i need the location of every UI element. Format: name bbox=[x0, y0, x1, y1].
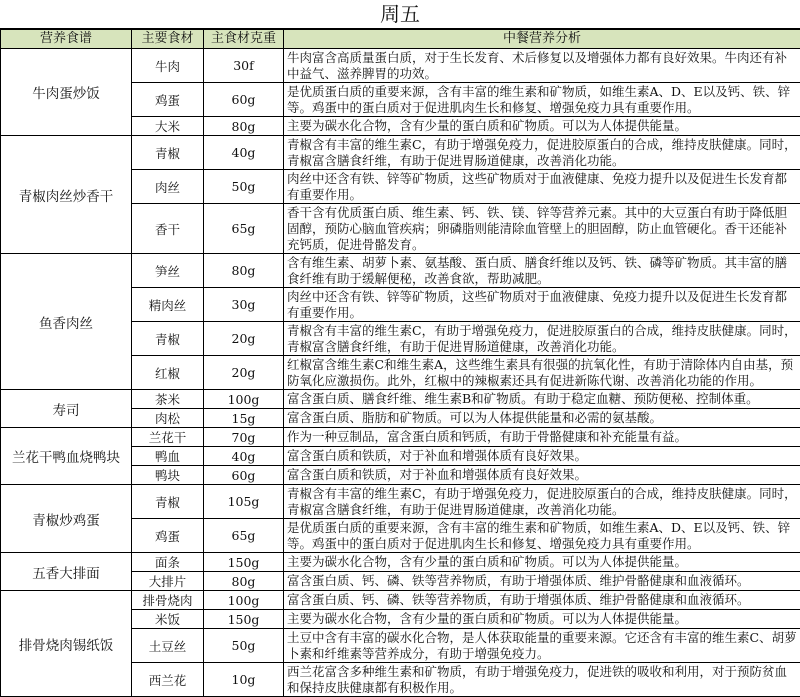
dish-name: 牛肉蛋炒饭 bbox=[1, 49, 132, 136]
weight-cell: 50g bbox=[204, 629, 284, 663]
weight-cell: 60g bbox=[204, 466, 284, 485]
analysis-cell: 富含蛋白质和铁质，对于补血和增强体质有良好效果。 bbox=[284, 466, 800, 485]
weight-cell: 105g bbox=[204, 485, 284, 519]
analysis-cell: 西兰花富含多种维生素和矿物质，有助于增强免疫力，促进铁的吸收和利用，对于预防贫血和保持皮肤健康都有积极作用。 bbox=[284, 663, 800, 697]
header-dish: 营养食谱 bbox=[1, 30, 132, 49]
weight-cell: 150g bbox=[204, 553, 284, 572]
dish-name: 鱼香肉丝 bbox=[1, 254, 132, 390]
weight-cell: 80g bbox=[204, 117, 284, 136]
ingredient-cell: 肉松 bbox=[132, 409, 204, 428]
table-row bbox=[1, 553, 800, 572]
nutrition-table bbox=[0, 29, 800, 697]
analysis-cell: 肉丝中还含有铁、锌等矿物质，这些矿物质对于血液健康、免疫力提升以及促进生长发育都有重要作用。 bbox=[284, 288, 800, 322]
dish-name: 寿司 bbox=[1, 390, 132, 428]
weight-cell: 20g bbox=[204, 322, 284, 356]
ingredient-cell: 青椒 bbox=[132, 485, 204, 519]
weight-cell: 70g bbox=[204, 428, 284, 447]
ingredient-cell: 兰花干 bbox=[132, 428, 204, 447]
analysis-cell: 肉丝中还含有铁、锌等矿物质，这些矿物质对于血液健康、免疫力提升以及促进生长发育都有重要作用。 bbox=[284, 170, 800, 204]
weight-cell: 65g bbox=[204, 519, 284, 553]
analysis-cell: 富含蛋白质、脂肪和矿物质。可以为人体提供能量和必需的氨基酸。 bbox=[284, 409, 800, 428]
ingredient-cell: 笋丝 bbox=[132, 254, 204, 288]
ingredient-cell: 精肉丝 bbox=[132, 288, 204, 322]
header-analysis: 中餐营养分析 bbox=[284, 30, 800, 49]
ingredient-cell: 红椒 bbox=[132, 356, 204, 390]
ingredient-cell: 大米 bbox=[132, 117, 204, 136]
table-row bbox=[1, 49, 800, 83]
weight-cell: 80g bbox=[204, 254, 284, 288]
table-header-row bbox=[1, 30, 800, 49]
header-ingredient: 主要食材 bbox=[132, 30, 204, 49]
analysis-cell: 是优质蛋白质的重要来源，含有丰富的维生素和矿物质，如维生素A、D、E以及钙、铁、锌等。鸡蛋中的蛋白质对于促进肌肉生长和修复、增强免疫力具有重要作用。 bbox=[284, 83, 800, 117]
ingredient-cell: 鸡蛋 bbox=[132, 519, 204, 553]
weight-cell: 100g bbox=[204, 591, 284, 610]
analysis-cell: 牛肉富含高质量蛋白质，对于生长发育、术后修复以及增强体力都有良好效果。牛肉还有补中益气、滋养脾胃的功效。 bbox=[284, 49, 800, 83]
table-row bbox=[1, 428, 800, 447]
weight-cell: 30g bbox=[204, 288, 284, 322]
analysis-cell: 土豆中含有丰富的碳水化合物，是人体获取能量的重要来源。它还含有丰富的维生素C、胡萝卜素和纤维素等营养成分，有助于增强免疫力。 bbox=[284, 629, 800, 663]
ingredient-cell: 西兰花 bbox=[132, 663, 204, 697]
dish-name: 五香大排面 bbox=[1, 553, 132, 591]
ingredient-cell: 土豆丝 bbox=[132, 629, 204, 663]
analysis-cell: 青椒含有丰富的维生素C，有助于增强免疫力，促进胶原蛋白的合成，维持皮肤健康。同时，青椒富含膳食纤维，有助于促进胃肠道健康，改善消化功能。 bbox=[284, 136, 800, 170]
ingredient-cell: 青椒 bbox=[132, 322, 204, 356]
analysis-cell: 含有维生素、胡萝卜素、氨基酸、蛋白质、膳食纤维以及钙、铁、磷等矿物质。其丰富的膳食纤维有助于缓解便秘，改善食欲，帮助减肥。 bbox=[284, 254, 800, 288]
weight-cell: 10g bbox=[204, 663, 284, 697]
ingredient-cell: 米饭 bbox=[132, 610, 204, 629]
ingredient-cell: 面条 bbox=[132, 553, 204, 572]
ingredient-cell: 茶米 bbox=[132, 390, 204, 409]
analysis-cell: 青椒含有丰富的维生素C，有助于增强免疫力，促进胶原蛋白的合成，维持皮肤健康。同时，青椒富含膳食纤维，有助于促进胃肠道健康，改善消化功能。 bbox=[284, 485, 800, 519]
table-row bbox=[1, 591, 800, 610]
ingredient-cell: 香干 bbox=[132, 204, 204, 254]
ingredient-cell: 排骨烧肉 bbox=[132, 591, 204, 610]
ingredient-cell: 鸭块 bbox=[132, 466, 204, 485]
weight-cell: 65g bbox=[204, 204, 284, 254]
table-body bbox=[1, 49, 800, 697]
dish-name: 青椒肉丝炒香干 bbox=[1, 136, 132, 254]
analysis-cell: 富含蛋白质、膳食纤维、维生素B和矿物质。有助于稳定血糖、预防便秘、控制体重。 bbox=[284, 390, 800, 409]
analysis-cell: 青椒含有丰富的维生素C，有助于增强免疫力，促进胶原蛋白的合成，维持皮肤健康。同时，青椒富含膳食纤维，有助于促进胃肠道健康，改善消化功能。 bbox=[284, 322, 800, 356]
table-row bbox=[1, 390, 800, 409]
analysis-cell: 香干含有优质蛋白质、维生素、钙、铁、镁、锌等营养元素。其中的大豆蛋白有助于降低胆固醇，预防心脑血管疾病；卵磷脂则能清除血管壁上的胆固醇，防止血管硬化。香干还能补充钙质，促进骨骼发育。 bbox=[284, 204, 800, 254]
table-row bbox=[1, 136, 800, 170]
weight-cell: 40g bbox=[204, 447, 284, 466]
header-weight: 主食材克重 bbox=[204, 30, 284, 49]
ingredient-cell: 大排片 bbox=[132, 572, 204, 591]
dish-name: 青椒炒鸡蛋 bbox=[1, 485, 132, 553]
analysis-cell: 是优质蛋白质的重要来源，含有丰富的维生素和矿物质，如维生素A、D、E以及钙、铁、锌等。鸡蛋中的蛋白质对于促进肌肉生长和修复、增强免疫力具有重要作用。 bbox=[284, 519, 800, 553]
weight-cell: 50g bbox=[204, 170, 284, 204]
weight-cell: 30f bbox=[204, 49, 284, 83]
weight-cell: 60g bbox=[204, 83, 284, 117]
ingredient-cell: 青椒 bbox=[132, 136, 204, 170]
analysis-cell: 主要为碳水化合物，含有少量的蛋白质和矿物质。可以为人体提供能量。 bbox=[284, 553, 800, 572]
analysis-cell: 主要为碳水化合物，含有少量的蛋白质和矿物质。可以为人体提供能量。 bbox=[284, 610, 800, 629]
weight-cell: 150g bbox=[204, 610, 284, 629]
analysis-cell: 富含蛋白质、钙、磷、铁等营养物质，有助于增强体质、维护骨骼健康和血液循环。 bbox=[284, 591, 800, 610]
analysis-cell: 红椒富含维生素C和维生素A，这些维生素具有很强的抗氧化性，有助于清除体内自由基，预防氧化应激损伤。此外，红椒中的辣椒素还具有促进新陈代谢、改善消化功能的作用。 bbox=[284, 356, 800, 390]
analysis-cell: 富含蛋白质、钙、磷、铁等营养物质，有助于增强体质、维护骨骼健康和血液循环。 bbox=[284, 572, 800, 591]
analysis-cell: 主要为碳水化合物，含有少量的蛋白质和矿物质。可以为人体提供能量。 bbox=[284, 117, 800, 136]
table-row bbox=[1, 485, 800, 519]
weight-cell: 100g bbox=[204, 390, 284, 409]
dish-name: 兰花干鸭血烧鸭块 bbox=[1, 428, 132, 485]
ingredient-cell: 鸡蛋 bbox=[132, 83, 204, 117]
ingredient-cell: 肉丝 bbox=[132, 170, 204, 204]
weight-cell: 40g bbox=[204, 136, 284, 170]
weight-cell: 15g bbox=[204, 409, 284, 428]
weight-cell: 20g bbox=[204, 356, 284, 390]
ingredient-cell: 牛肉 bbox=[132, 49, 204, 83]
analysis-cell: 作为一种豆制品，富含蛋白质和钙质，有助于骨骼健康和补充能量有益。 bbox=[284, 428, 800, 447]
analysis-cell: 富含蛋白质和铁质，对于补血和增强体质有良好效果。 bbox=[284, 447, 800, 466]
ingredient-cell: 鸭血 bbox=[132, 447, 204, 466]
page-title: 周五 bbox=[0, 0, 800, 29]
dish-name: 排骨烧肉锡纸饭 bbox=[1, 591, 132, 697]
table-row bbox=[1, 254, 800, 288]
weight-cell: 80g bbox=[204, 572, 284, 591]
